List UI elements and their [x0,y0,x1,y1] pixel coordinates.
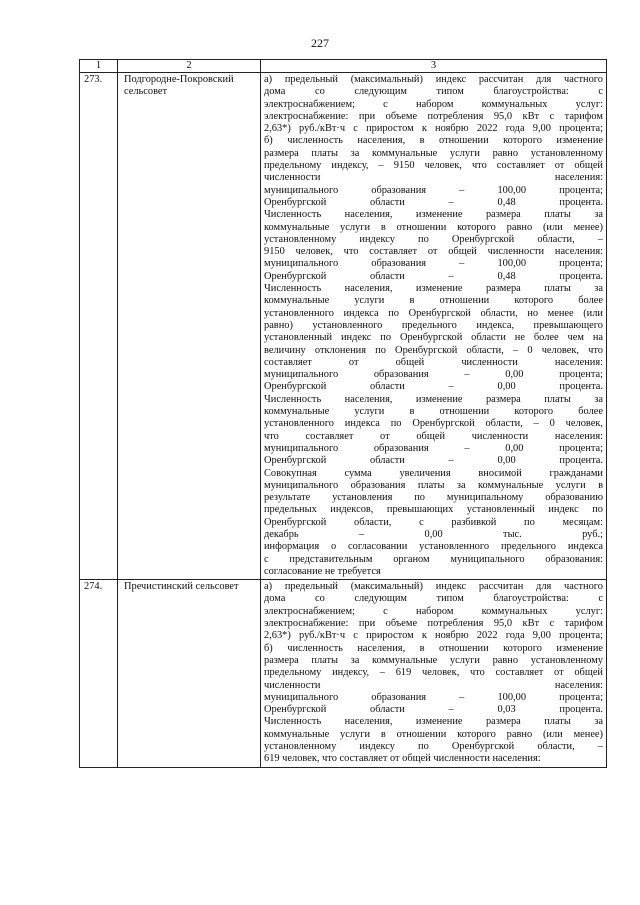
text-line: Оренбургской области, с разбивкой по месяцам: [264,516,603,528]
header-col-3: 3 [261,60,607,73]
text-line: электроснабжением; с набором коммунальных услуг: [264,98,603,110]
text-line: Численность населения, изменение размера платы за [264,716,603,728]
text-line: муниципального образования – 100,00 процента; [264,184,603,196]
row-number: 274. [80,580,118,767]
text-line: установленный индекс по Оренбургской области не более чем на [264,332,603,344]
text-line: размера платы за коммунальные услуги равно установленному [264,654,603,666]
text-line: Оренбургской области – 0,00 процента. [264,381,603,393]
table-row [80,73,607,580]
text-line: декабрь – 0,00 тыс. руб.; [264,528,603,540]
tariff-index-table [79,59,607,768]
text-line: Оренбургской области – 0,48 процента. [264,196,603,208]
text-line: установленному индексу по Оренбургской области, – [264,233,603,245]
text-line: численности населения: [264,172,603,184]
text-line: коммунальные услуги в отношении которого равно (или менее) [264,221,603,233]
text-line: Численность населения, изменение размера платы за [264,393,603,405]
text-line: информация о согласовании установленного предельного индекса [264,541,603,553]
text-line: 2,63*) руб./кВт·ч с приростом к ноябрю 2022 года 9,00 процента; [264,123,603,135]
text-line: электроснабжение: при объеме потребления 95,0 кВт с тарифом [264,110,603,122]
text-line: муниципального образования платы за коммунальные услуги в [264,479,603,491]
header-col-2: 2 [118,60,261,73]
text-line: б) численность населения, в отношении которого изменение [264,135,603,147]
table-row [80,580,607,767]
text-line: согласование не требуется [264,565,381,577]
text-line: а) предельный (максимальный) индекс рассчитан для частного [264,581,603,593]
text-line: Оренбургской области – 0,03 процента. [264,704,603,716]
text-line: 619 человек, что составляет от общей численности населения: [264,753,541,765]
text-line: Совокупная сумма увеличения вносимой гражданами [264,467,603,479]
table-header-row [80,60,607,73]
text-line: муниципального образования – 0,00 процента; [264,369,603,381]
text-line: установленного индекса по Оренбургской области, но менее (или [264,307,603,319]
text-line: а) предельный (максимальный) индекс рассчитан для частного [264,74,603,85]
text-line: 2,63*) руб./кВт·ч с приростом к ноябрю 2022 года 9,00 процента; [264,630,603,642]
text-line: электроснабжением; с набором коммунальных услуг: [264,605,603,617]
text-line: равно) установленного предельного индекса, превышающего [264,319,603,331]
text-line: предельному индексу, – 619 человек, что составляет от общей [264,667,603,679]
text-line: коммунальные услуги в отношении которого более [264,406,603,418]
row-number: 273. [80,73,118,580]
text-line: Численность населения, изменение размера платы за [264,209,603,221]
page-number: 227 [311,36,329,50]
row-description [261,73,607,580]
text-line: Оренбургской области – 0,48 процента. [264,270,603,282]
text-line: электроснабжение: при объеме потребления 95,0 кВт с тарифом [264,618,603,630]
text-line: муниципального образования – 0,00 процента; [264,442,603,454]
text-line: дома со следующим типом благоустройства: с [264,593,603,605]
header-col-1: 1 [80,60,118,73]
row-description [261,580,607,767]
text-line: муниципального образования – 100,00 процента; [264,258,603,270]
municipality-name: Пречистинский сельсовет [118,580,261,767]
text-line: предельных индексов, превышающих установленный индекс по [264,504,603,516]
text-line: результате установления по муниципальному образованию [264,492,603,504]
text-line: с представительным органом муниципального образования: [264,553,603,565]
municipality-name: Подгородне-Покровский сельсовет [118,73,261,580]
text-line: величину отклонения по Оренбургской области, – 0 человек, что [264,344,603,356]
text-line: коммунальные услуги в отношении которого более [264,295,603,307]
text-line: коммунальные услуги в отношении которого равно (или менее) [264,728,603,740]
text-line: б) численность населения, в отношении которого изменение [264,642,603,654]
text-line: что составляет от общей численности населения: [264,430,603,442]
text-line: Оренбургской области – 0,00 процента. [264,455,603,467]
text-line: размера платы за коммунальные услуги равно установленному [264,147,603,159]
text-line: установленному индексу по Оренбургской области, – [264,741,603,753]
text-line: предельному индексу, – 9150 человек, что составляет от общей [264,160,603,172]
text-line: дома со следующим типом благоустройства: с [264,86,603,98]
text-line: составляет от общей численности населения: [264,356,603,368]
text-line: 9150 человек, что составляет от общей численности населения: [264,246,603,258]
text-line: Численность населения, изменение размера платы за [264,283,603,295]
text-line: установленного индекса по Оренбургской области, – 0 человек, [264,418,603,430]
text-line: муниципального образования – 100,00 процента; [264,691,603,703]
text-line: численности населения: [264,679,603,691]
